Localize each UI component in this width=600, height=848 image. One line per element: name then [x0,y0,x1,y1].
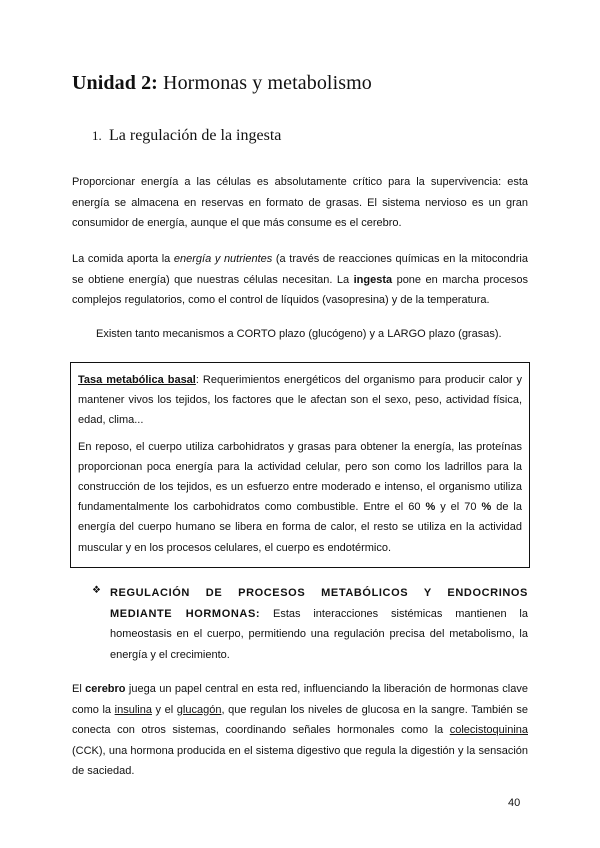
diamond-bullet-icon: ❖ [92,585,101,596]
bullet-body: Estas interacciones sistémicas mantienen la homeostasis en el cuerpo, permitiendo una regulación precisa del metabolismo, la energía y el crecimiento. [110,607,528,661]
paragraph-brain [72,679,528,782]
box-paragraph-1 [78,370,522,431]
underlined-term: colecistoquinina [449,724,528,736]
defined-term: Tasa metabólica basal [78,374,196,386]
text-run: (a través de reacciones químicas en la mitocondria se obtiene energía) que nuestras células necesitan. La [72,253,528,286]
paragraph-food [72,249,528,311]
underlined-term: glucagón [176,703,222,716]
text-run: (CCK), una hormona producida en el sistema digestivo que regula la digestión y la sensación de saciedad. [72,744,528,777]
bullet-item [92,583,528,665]
text-run: de la energía del cuerpo humano se libera en forma de calor, el resto se utiliza en la actividad muscular y en los procesos celulares, el cuerpo es endotérmico. [78,501,522,554]
definition-box [70,362,530,568]
section-title: La regulación de la ingesta [109,127,282,144]
unit-label: Unidad 2: [72,72,158,94]
underlined-term: insulina [114,703,152,716]
unit-title: Hormonas y metabolismo [157,72,372,94]
definition-text: : Requerimientos energéticos del organismo para producir calor y mantener vivos los tejidos, los factores que le afectan son el sexo, peso, actividad física, edad, clima... [78,374,522,427]
text-run: La comida aporta la [72,253,174,265]
section-heading [92,127,281,145]
box-paragraph-2 [78,437,522,558]
percent-sign: % [425,501,436,514]
bullet-title: REGULACIÓN DE PROCESOS METABÓLICOS Y ENDOCRINOS MEDIANTE HORMONAS: [110,587,528,620]
italic-term: energía y nutrientes [173,253,273,265]
bullet-text [110,583,528,665]
text-run: y el [151,703,177,716]
text-run: El [72,683,86,695]
text-run: En reposo, el cuerpo utiliza carbohidratos y grasas para obtener la energía, las proteínas proporcionan poca energía para la actividad celular, pero son como los ladrillos para la construcción de los tejidos, es un esfuerzo entre moderado e intenso, el organismo utiliza fundamentalmente los carbohidratos como combustible. Entre el 60 [78,440,522,514]
bold-term: cerebro [85,683,126,695]
text-run: , que regulan los niveles de glucosa en la sangre. También se conecta con otros sistemas, coordinando señales hormonales como la [72,703,528,736]
text-run: juega un papel central en esta red, influenciando la liberación de hormonas clave como la [72,683,528,716]
bold-term: ingesta [353,273,393,286]
page-title [72,72,372,95]
paragraph-mechanisms: Existen tanto mecanismos a CORTO plazo (glucógeno) y a LARGO plazo (grasas). [96,328,502,340]
text-run: y el 70 [435,501,482,514]
page-number: 40 [508,797,521,809]
text-run: pone en marcha procesos complejos regulatorios, como el control de líquidos (vasopresina) y de la temperatura. [72,273,528,306]
paragraph-energy: Proporcionar energía a las células es absolutamente crítico para la supervivencia: esta energía se almacena en reservas en formato de grasas. El sistema nervioso es un gran consumidor de energía, aunque el que más consume es el cerebro. [72,176,528,229]
percent-sign: % [481,501,492,514]
section-number: 1. [92,128,102,143]
